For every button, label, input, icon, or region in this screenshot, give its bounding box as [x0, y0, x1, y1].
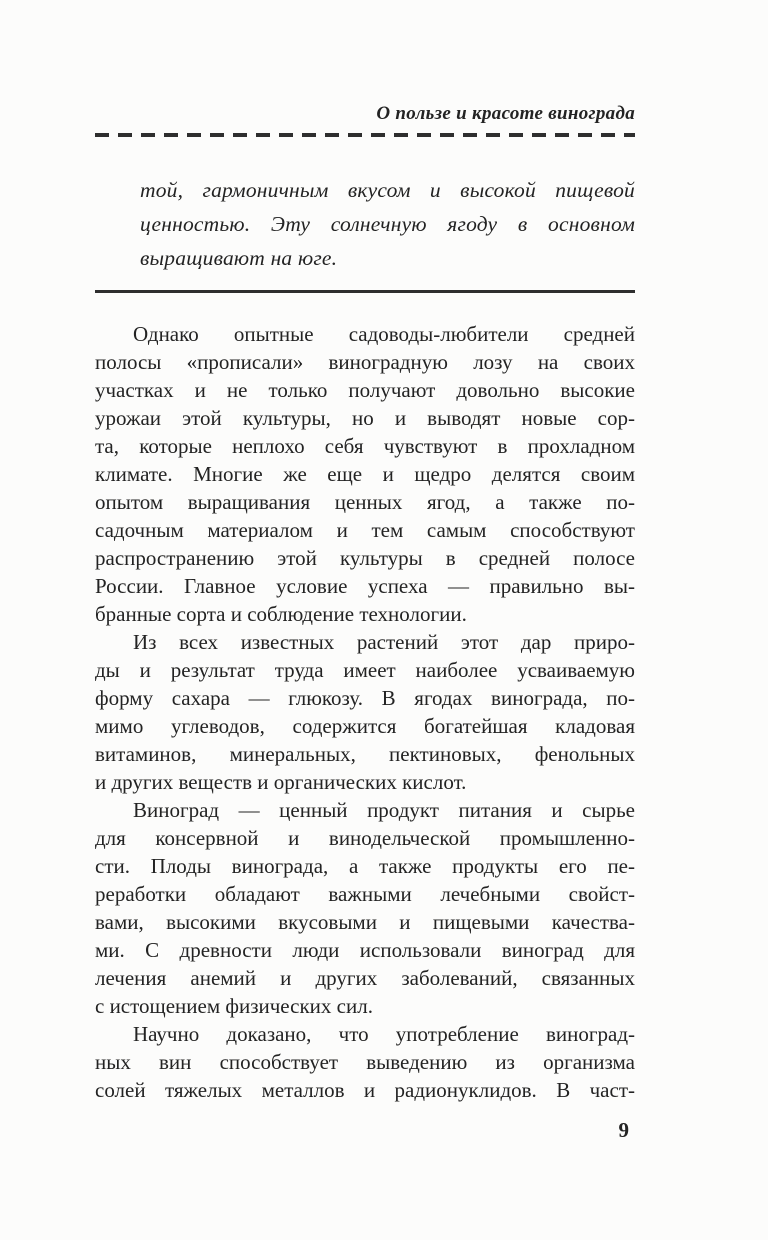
text-line: для консервной и винодельческой промышленно-: [95, 826, 635, 850]
text-line: форму сахара — глюкозу. В ягодах винограда, по-: [95, 686, 635, 710]
text-line: сти. Плоды винограда, а также продукты его пе-: [95, 854, 635, 878]
text-line: Научно доказано, что употребление виноград-: [133, 1022, 635, 1046]
dashed-rule: [95, 133, 635, 137]
paragraph: [95, 320, 635, 628]
paragraph: [95, 796, 635, 1020]
text-line: та, которые неплохо себя чувствуют в прохладном: [95, 434, 635, 458]
text-line: ды и результат труда имеет наиболее усваиваемую: [95, 658, 635, 682]
running-header: О пользе и красоте винограда: [376, 103, 635, 124]
text-line: лечения анемий и других заболеваний, связанных: [95, 966, 635, 990]
text-line: участках и не только получают довольно высокие: [95, 378, 635, 402]
text-line: с истощением физических сил.: [95, 994, 373, 1018]
text-line: ми. С древности люди использовали виноград для: [95, 938, 635, 962]
text-line: Виноград — ценный продукт питания и сырье: [133, 798, 635, 822]
text-line: садочным материалом и тем самым способствуют: [95, 518, 635, 542]
epigraph-line: выращивают на юге.: [140, 246, 338, 270]
text-line: Из всех известных растений этот дар приро-: [133, 630, 635, 654]
text-line: климате. Многие же еще и щедро делятся своим: [95, 462, 635, 486]
text-line: и других веществ и органических кислот.: [95, 770, 467, 794]
text-line: Однако опытные садоводы-любители средней: [133, 322, 635, 346]
text-line: вами, высокими вкусовыми и пищевыми качества-: [95, 910, 635, 934]
page-number: 9: [618, 1118, 629, 1142]
text-line: России. Главное условие успеха — правильно вы-: [95, 574, 635, 598]
text-line: ных вин способствует выведению из организма: [95, 1050, 635, 1074]
page-content: [95, 0, 635, 1143]
text-line: мимо углеводов, содержится богатейшая кладовая: [95, 714, 635, 738]
text-line: урожаи этой культуры, но и выводят новые сор-: [95, 406, 635, 430]
text-line: солей тяжелых металлов и радионуклидов. В част-: [95, 1078, 635, 1102]
epigraph-line: ценностью. Эту солнечную ягоду в основном: [140, 212, 635, 236]
text-line: бранные сорта и соблюдение технологии.: [95, 602, 467, 626]
text-line: распространению этой культуры в средней полосе: [95, 546, 635, 570]
text-line: опытом выращивания ценных ягод, а также по-: [95, 490, 635, 514]
paragraph: [95, 628, 635, 796]
epigraph-line: той, гармоничным вкусом и высокой пищевой: [140, 178, 635, 202]
divider-rule: [95, 290, 635, 293]
paragraph: [95, 1020, 635, 1104]
text-line: витаминов, минеральных, пектиновых, фенольных: [95, 742, 635, 766]
epigraph: [140, 173, 635, 275]
body-text: [95, 320, 635, 1104]
text-line: реработки обладают важными лечебными свойст-: [95, 882, 635, 906]
text-line: полосы «прописали» виноградную лозу на своих: [95, 350, 635, 374]
